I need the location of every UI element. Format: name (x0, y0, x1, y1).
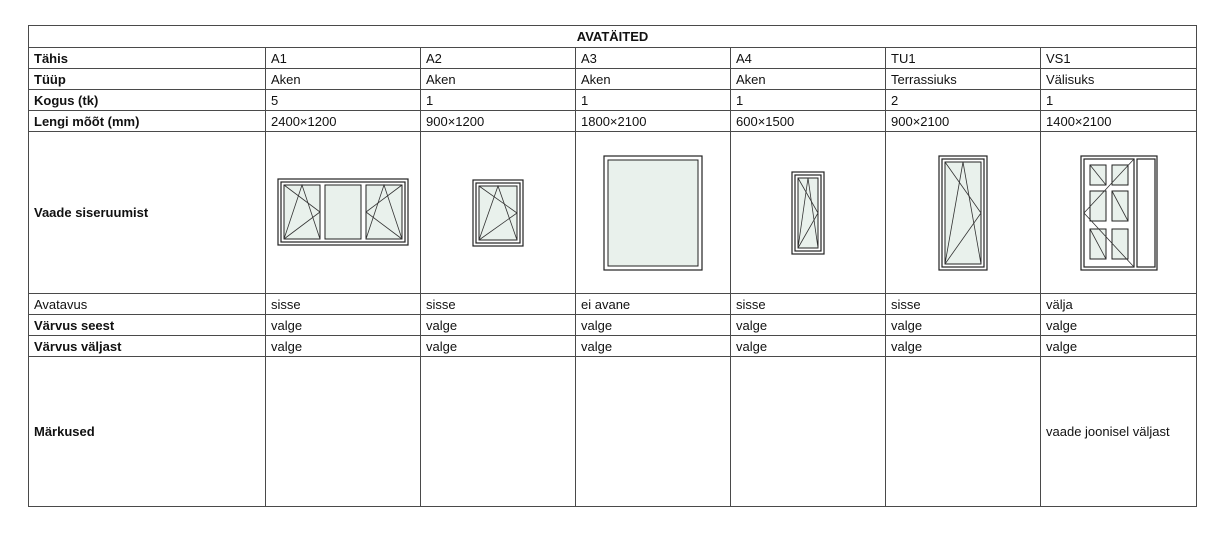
view-cell (576, 132, 731, 294)
cell-tahis: A2 (421, 48, 576, 69)
cell-lengi: 2400×1200 (266, 111, 421, 132)
cell-lengi: 1800×2100 (576, 111, 731, 132)
cell-tyyp: Aken (421, 69, 576, 90)
window-a2-drawing (472, 179, 524, 247)
row-vaade (29, 132, 1197, 294)
cell-varvus_seest: valge (266, 315, 421, 336)
cell-markused (886, 357, 1041, 507)
cell-avatavus: ei avane (576, 294, 731, 315)
row-lengi (29, 111, 1197, 132)
cell-tahis: A4 (731, 48, 886, 69)
cell-tyyp: Aken (576, 69, 731, 90)
door-vs1-drawing (1080, 155, 1158, 271)
cell-varvus_seest: valge (886, 315, 1041, 336)
view-cell (1041, 132, 1197, 294)
cell-kogus: 1 (1041, 90, 1197, 111)
cell-tyyp: Välisuks (1041, 69, 1197, 90)
cell-varvus_seest: valge (1041, 315, 1197, 336)
cell-varvus_valjast: valge (266, 336, 421, 357)
schedule-title: AVATÄITED (29, 26, 1197, 48)
view-cell (886, 132, 1041, 294)
view-cell (731, 132, 886, 294)
cell-avatavus: sisse (731, 294, 886, 315)
cell-lengi: 900×1200 (421, 111, 576, 132)
cell-tyyp: Aken (731, 69, 886, 90)
cell-tahis: TU1 (886, 48, 1041, 69)
cell-tyyp: Terrassiuks (886, 69, 1041, 90)
cell-kogus: 2 (886, 90, 1041, 111)
row-tyyp (29, 69, 1197, 90)
row-varvus_seest (29, 315, 1197, 336)
cell-varvus_valjast: valge (576, 336, 731, 357)
cell-kogus: 1 (576, 90, 731, 111)
row-label-varvus_valjast: Värvus väljast (29, 336, 266, 357)
cell-kogus: 1 (421, 90, 576, 111)
cell-kogus: 1 (731, 90, 886, 111)
cell-markused (266, 357, 421, 507)
view-cell (266, 132, 421, 294)
cell-tahis: A1 (266, 48, 421, 69)
row-label-varvus_seest: Värvus seest (29, 315, 266, 336)
cell-avatavus: sisse (266, 294, 421, 315)
row-avatavus (29, 294, 1197, 315)
cell-varvus_seest: valge (421, 315, 576, 336)
cell-lengi: 1400×2100 (1041, 111, 1197, 132)
cell-varvus_seest: valge (576, 315, 731, 336)
row-label-tyyp: Tüüp (29, 69, 266, 90)
cell-markused: vaade joonisel väljast (1041, 357, 1197, 507)
row-markused (29, 357, 1197, 507)
row-label-lengi: Lengi mõõt (mm) (29, 111, 266, 132)
cell-lengi: 600×1500 (731, 111, 886, 132)
cell-markused (731, 357, 886, 507)
cell-markused (421, 357, 576, 507)
window-a3-drawing (603, 155, 703, 271)
cell-avatavus: sisse (886, 294, 1041, 315)
cell-tahis: A3 (576, 48, 731, 69)
cell-tyyp: Aken (266, 69, 421, 90)
row-kogus (29, 90, 1197, 111)
cell-varvus_valjast: valge (1041, 336, 1197, 357)
window-a1-drawing (277, 178, 409, 248)
cell-lengi: 900×2100 (886, 111, 1041, 132)
row-label-tahis: Tähis (29, 48, 266, 69)
cell-varvus_valjast: valge (731, 336, 886, 357)
cell-varvus_seest: valge (731, 315, 886, 336)
title-row (29, 26, 1197, 48)
row-label-kogus: Kogus (tk) (29, 90, 266, 111)
row-label-markused: Märkused (29, 357, 266, 507)
cell-tahis: VS1 (1041, 48, 1197, 69)
cell-markused (576, 357, 731, 507)
row-tahis (29, 48, 1197, 69)
row-label-vaade: Vaade siseruumist (29, 132, 266, 294)
door-tu1-drawing (938, 155, 988, 271)
view-cell (421, 132, 576, 294)
cell-varvus_valjast: valge (421, 336, 576, 357)
row-varvus_valjast (29, 336, 1197, 357)
cell-kogus: 5 (266, 90, 421, 111)
row-label-avatavus: Avatavus (29, 294, 266, 315)
cell-varvus_valjast: valge (886, 336, 1041, 357)
window-a4-drawing (791, 171, 825, 255)
cell-avatavus: sisse (421, 294, 576, 315)
openings-schedule-table (28, 25, 1197, 507)
cell-avatavus: välja (1041, 294, 1197, 315)
